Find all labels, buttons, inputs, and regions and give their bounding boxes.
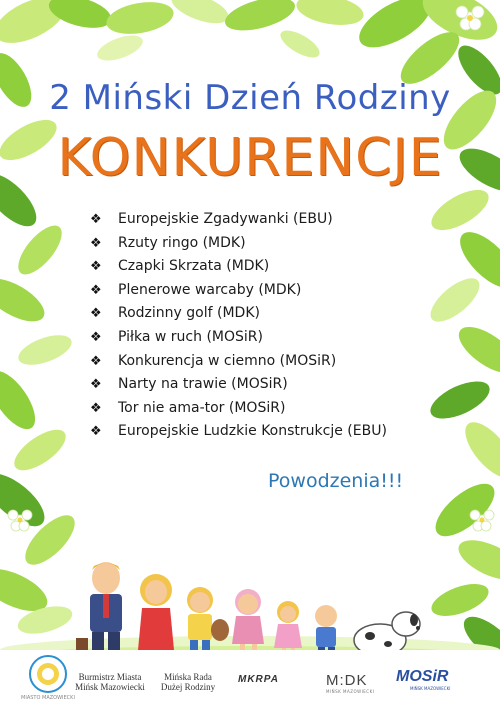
list-item <box>90 350 387 374</box>
list-item <box>90 420 387 444</box>
mkrpa-logo: MKRPA <box>238 674 279 685</box>
mdk-logo: M:DK <box>326 672 368 689</box>
mosir-logo: MOSiR <box>396 668 449 685</box>
diamond-bullet-icon: ❖ <box>90 282 102 298</box>
city-emblem-icon <box>28 654 68 694</box>
rada-line1: Mińska Rada <box>164 672 212 682</box>
diamond-bullet-icon: ❖ <box>90 235 102 251</box>
list-item <box>90 397 387 421</box>
list-item <box>90 232 387 256</box>
burmistrz-logo <box>74 672 146 692</box>
mosir-logo-caption: MIŃSK MAZOWIECKI <box>410 686 451 691</box>
burmistrz-line1: Burmistrz Miasta <box>78 672 142 682</box>
mdk-logo-caption: MIŃSK MAZOWIECKI <box>326 689 375 694</box>
list-item-label: Europejskie Zgadywanki (EBU) <box>118 211 333 227</box>
diamond-bullet-icon: ❖ <box>90 259 102 275</box>
list-item-label: Europejskie Ludzkie Konstrukcje (EBU) <box>118 423 387 440</box>
father-figure <box>76 562 122 662</box>
diamond-bullet-icon: ❖ <box>90 212 102 227</box>
list-item <box>90 302 387 326</box>
diamond-bullet-icon: ❖ <box>90 306 102 322</box>
list-item <box>90 208 387 232</box>
list-item <box>90 255 387 279</box>
list-item-label: Tor nie ama-tor (MOSiR) <box>118 399 286 416</box>
burmistrz-line2: Mińsk Mazowiecki <box>75 682 145 692</box>
mother-figure <box>138 574 174 662</box>
sponsor-logos-bar <box>0 650 500 707</box>
list-item-label: Plenerowe warcaby (MDK) <box>118 281 302 298</box>
diamond-bullet-icon: ❖ <box>90 400 102 416</box>
diamond-bullet-icon: ❖ <box>90 424 102 440</box>
list-item-label: Rzuty ringo (MDK) <box>118 234 246 251</box>
list-item <box>90 326 387 350</box>
rada-line2: Dużej Rodziny <box>160 682 216 692</box>
city-emblem-caption: MIASTO MAZOWIECKI <box>21 695 75 701</box>
poster-subtitle: KONKURENCJE <box>57 128 443 188</box>
diamond-bullet-icon: ❖ <box>90 377 102 393</box>
list-item-label: Narty na trawie (MOSiR) <box>118 376 288 393</box>
list-item-label: Czapki Skrzata (MDK) <box>118 258 270 275</box>
list-item <box>90 279 387 303</box>
closing-message: Powodzenia!!! <box>268 470 404 492</box>
diamond-bullet-icon: ❖ <box>90 353 102 369</box>
list-item-label: Konkurencja w ciemno (MOSiR) <box>118 352 337 369</box>
rada-logo <box>156 672 220 692</box>
list-item-label: Piłka w ruch (MOSiR) <box>118 328 263 345</box>
list-item-label: Rodzinny golf (MDK) <box>118 305 260 322</box>
list-item <box>90 373 387 397</box>
poster-title: 2 Miński Dzień Rodziny <box>49 78 451 118</box>
competitions-list <box>90 208 387 444</box>
diamond-bullet-icon: ❖ <box>90 329 102 345</box>
